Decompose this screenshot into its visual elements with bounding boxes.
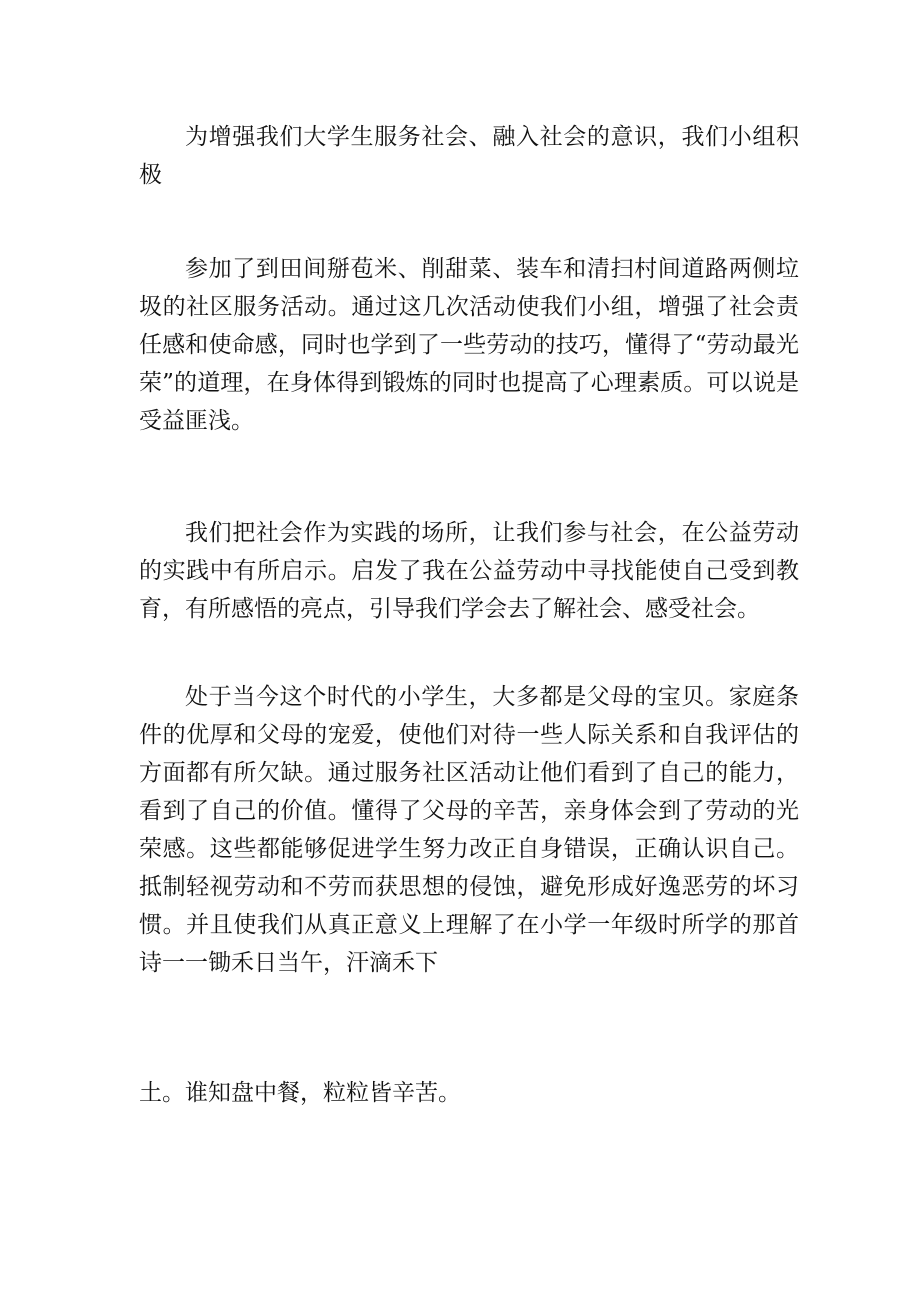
paragraph-4: 处于当今这个时代的小学生，大多都是父母的宝贝。家庭条件的优厚和父母的宠爱，使他们对待一些人际关系和自我评估的方面都有所欠缺。通过服务社区活动让他们看到了自己的能力，看到了自己的价值。懂得了父母的辛苦，亲身体会到了劳动的光荣感。这些都能够促进学生努力改正自身错误，正确认识自己。抵制轻视劳动和不劳而获思想的侵蚀，避免形成好逸恶劳的坏习惯。并且使我们从真正意义上理解了在小学一年级时所学的那首诗一一锄禾日当午，汗滴禾下 [139, 684, 799, 976]
paragraph-3: 我们把社会作为实践的场所，让我们参与社会，在公益劳动的实践中有所启示。启发了我在公益劳动中寻找能使自己受到教育，有所感悟的亮点，引导我们学会去了解社会、感受社会。 [139, 520, 799, 622]
paragraph-5: 土。谁知盘中餐，粒粒皆辛苦。 [139, 1080, 461, 1106]
paragraph-1: 为增强我们大学生服务社会、融入社会的意识，我们小组积极 [139, 124, 799, 188]
paragraph-2: 参加了到田间掰苞米、削甜菜、装车和清扫村间道路两侧垃圾的社区服务活动。通过这几次活动使我们小组，增强了社会责任感和使命感，同时也学到了一些劳动的技巧，懂得了“劳动最光荣”的道理，在身体得到锻炼的同时也提高了心理素质。可以说是受益匪浅。 [139, 256, 799, 434]
